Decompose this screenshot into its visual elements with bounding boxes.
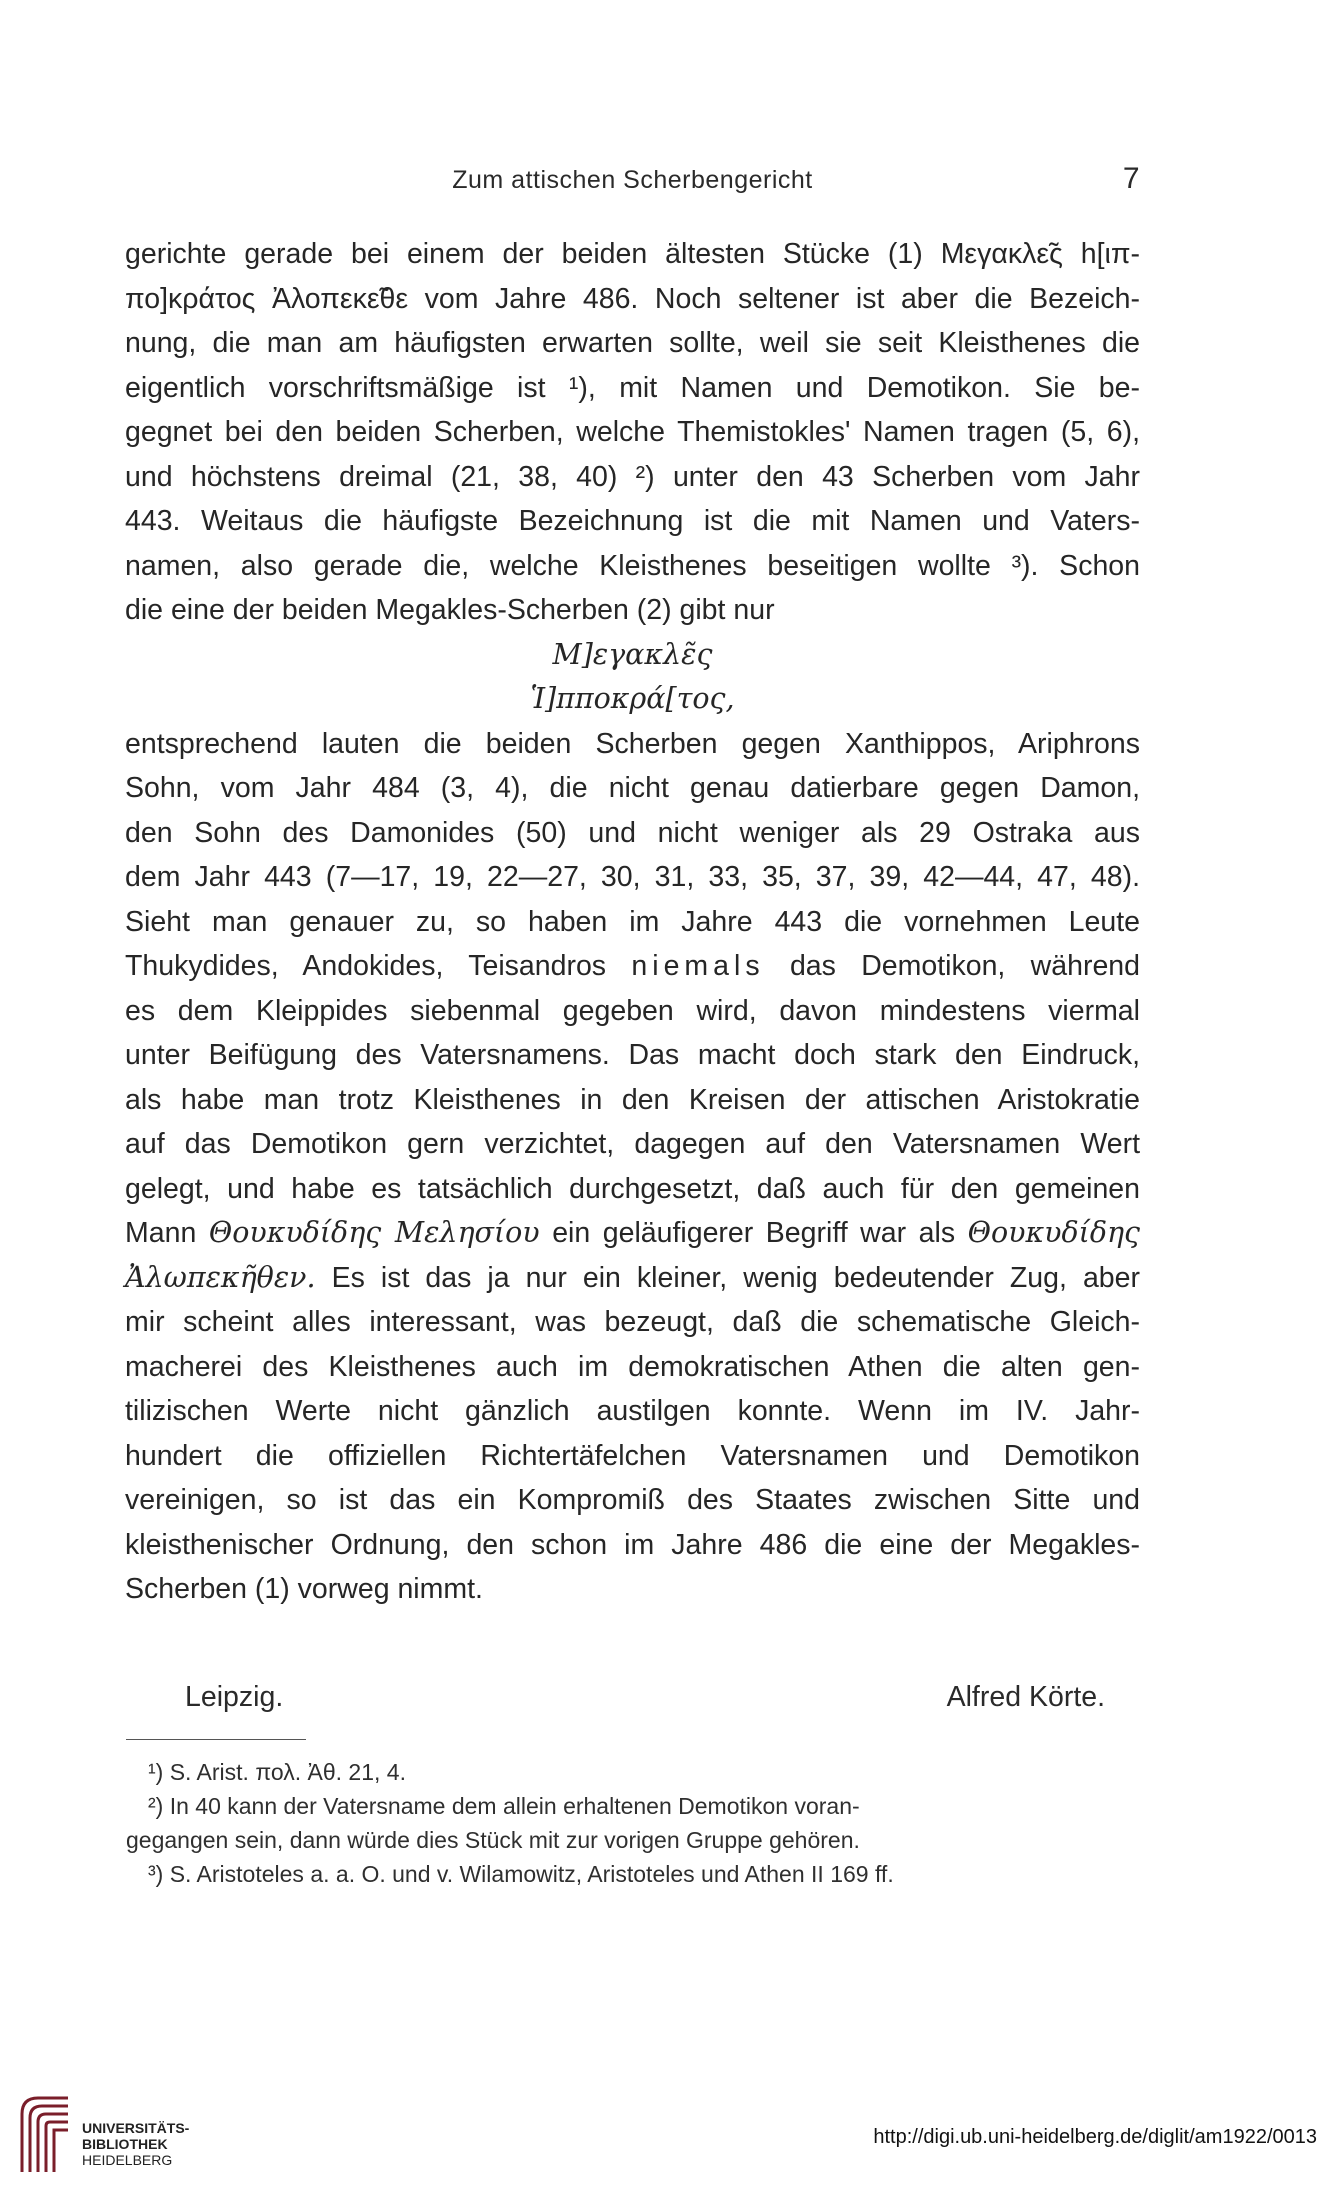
text-line-mixed [125, 1211, 1140, 1256]
text-line-mixed [125, 1256, 1140, 1301]
greek-phrase: Θουκυδίδης Μελησίου [208, 1216, 540, 1249]
text-segment: Es ist das ja nur ein kleiner, wenig bedeutender Zug, aber [331, 1261, 1140, 1294]
footnote-divider [126, 1739, 306, 1740]
text-line: unter Beifügung des Vatersnamens. Das macht doch stark den Eindruck, [125, 1039, 1140, 1071]
greek-phrase: Ἀλωπεκῆθεν. [125, 1260, 316, 1294]
library-name-line: BIBLIOTHEK [82, 2136, 168, 2152]
text-line: eigentlich vorschriftsmäßige ist ¹), mit Namen und Demotikon. Sie be- [125, 371, 1140, 404]
footnote: ³) S. Aristoteles a. a. O. und v. Wilamowitz, Aristoteles und Athen II 169 ff. [148, 1861, 894, 1887]
text-segment: ein geläufigerer Begriff war als [552, 1217, 956, 1249]
library-name-line: UNIVERSITÄTS- [82, 2120, 190, 2136]
text-line: und höchstens dreimal (21, 38, 40) ²) unter den 43 Scherben vom Jahr [125, 460, 1140, 493]
footnote: ¹) S. Arist. πολ. Ἀθ. 21, 4. [148, 1759, 406, 1785]
text-line: entsprechend lauten die beiden Scherben gegen Xanthippos, Ariphrons [125, 727, 1140, 760]
text-line: vereinigen, so ist das ein Kompromiß des Staates zwischen Sitte und [125, 1484, 1140, 1516]
text-line: gelegt, und habe es tatsächlich durchgesetzt, daß auch für den gemeinen [125, 1172, 1140, 1205]
text-line: auf das Demotikon gern verzichtet, dagegen auf den Vatersnamen Wert [125, 1128, 1140, 1160]
text-line: Sohn, vom Jahr 484 (3, 4), die nicht genau datierbare gegen Damon, [125, 772, 1140, 804]
text-line: macherei des Kleisthenes auch im demokratischen Athen die alten gen- [125, 1350, 1140, 1383]
text-line: gerichte gerade bei einem der beiden ältesten Stücke (1) Μεγακλε̃ς h[ιπ- [125, 238, 1140, 270]
body-text [125, 232, 1140, 1612]
footnote: ²) In 40 kann der Vatersname dem allein erhaltenen Demotikon voran- [148, 1793, 860, 1819]
text-line: als habe man trotz Kleisthenes in den Kreisen der attischen Aristokratie [125, 1083, 1140, 1116]
running-title: Zum attischen Scherbengericht [452, 166, 813, 194]
text-line: es dem Kleippides siebenmal gegeben wird, davon mindestens viermal [125, 994, 1140, 1027]
text-segment: das Demotikon, während [789, 950, 1140, 982]
page-number: 7 [1122, 162, 1140, 195]
text-line-spaced [125, 944, 1140, 989]
text-line: hundert die offiziellen Richtertäfelchen Vatersnamen und Demotikon [125, 1439, 1140, 1472]
footnote-continuation: gegangen sein, dann würde dies Stück mit zur vorigen Gruppe gehören. [126, 1827, 860, 1853]
text-segment: Thukydides, Andokides, Teisandros [125, 950, 607, 982]
signature-place: Leipzig. [185, 1681, 284, 1713]
library-name [82, 2120, 189, 2168]
greek-inscription-line: Ἱ]πποκρά[τος, [530, 682, 735, 715]
ub-heidelberg-logo-icon[interactable] [16, 2092, 74, 2174]
text-line: gegnet bei den beiden Scherben, welche Themistokles' Namen tragen (5, 6), [125, 416, 1140, 448]
text-line: tilizischen Werte nicht gänzlich austilgen konnte. Wenn im IV. Jahr- [125, 1395, 1140, 1427]
library-name-line: HEIDELBERG [82, 2152, 173, 2168]
text-line: πο]κράτος Ἀλοπεκε̃θε vom Jahre 486. Noch seltener ist aber die Bezeich- [125, 282, 1140, 315]
text-line: kleisthenischer Ordnung, den schon im Jahre 486 die eine der Megakles- [125, 1528, 1140, 1561]
footnotes [126, 1755, 1138, 1891]
text-line: Sieht man genauer zu, so haben im Jahre 443 die vornehmen Leute [125, 905, 1140, 938]
signature-author: Alfred Körte. [946, 1681, 1105, 1713]
text-line: namen, also gerade die, welche Kleisthenes beseitigen wollte ³). Schon [125, 549, 1140, 582]
text-line: nung, die man am häufigsten erwarten sollte, weil sie seit Kleisthenes die [125, 327, 1140, 359]
text-line: 443. Weitaus die häufigste Bezeichnung ist die mit Namen und Vaters- [125, 505, 1140, 537]
text-line: den Sohn des Damonides (50) und nicht weniger als 29 Ostraka aus [125, 816, 1140, 849]
signature-line [185, 1675, 1105, 1719]
text-line: die eine der beiden Megakles-Scherben (2) gibt nur [125, 594, 775, 626]
text-line: Scherben (1) vorweg nimmt. [125, 1573, 483, 1605]
running-head [125, 160, 1140, 204]
greek-inscription-line: Μ]εγακλε̃ς [552, 637, 713, 671]
greek-phrase: Θουκυδίδης [967, 1216, 1141, 1249]
text-line: dem Jahr 443 (7—17, 19, 22—27, 30, 31, 33, 35, 37, 39, 42—44, 47, 48). [125, 861, 1140, 893]
viewer-footer [0, 2060, 1341, 2203]
permalink-url[interactable]: http://digi.ub.uni-heidelberg.de/diglit/am1922/0013 [873, 2126, 1317, 2148]
spaced-emphasis: niemals [631, 950, 765, 982]
text-line: mir scheint alles interessant, was bezeugt, daß die schematische Gleich- [125, 1306, 1140, 1338]
text-segment: Mann [125, 1217, 197, 1249]
